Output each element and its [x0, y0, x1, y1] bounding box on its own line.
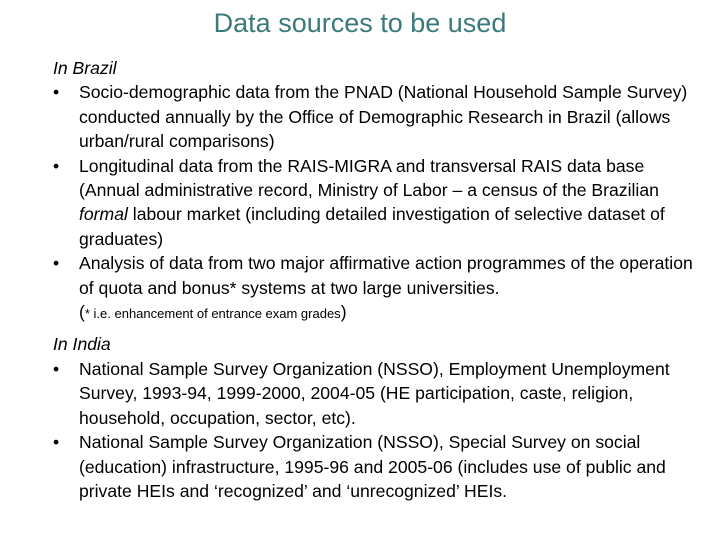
list-item	[53, 251, 703, 326]
list-item-text: Analysis of data from two major affirmative action programmes of the operation of quota and bonus* systems at two large universities.	[79, 253, 693, 298]
india-heading: In India	[53, 334, 111, 355]
list-item-text-cont: labour market (including detailed investigation of selective dataset of graduates)	[79, 204, 665, 249]
emphasis-text: formal	[79, 204, 128, 225]
note-close: )	[340, 302, 347, 323]
list-item	[53, 357, 703, 430]
bullet-icon: •	[53, 82, 60, 103]
india-list	[53, 357, 703, 503]
list-item	[53, 430, 703, 503]
bullet-icon: •	[53, 155, 60, 176]
note-open: (	[79, 302, 85, 323]
bullet-icon: •	[53, 253, 60, 274]
brazil-list	[53, 80, 703, 326]
list-item	[53, 154, 703, 252]
list-item-text: Longitudinal data from the RAIS-MIGRA and transversal RAIS data base (Annual administrative record, Ministry of Labor – a census of the Brazilian	[79, 155, 659, 201]
bullet-icon: •	[53, 432, 60, 453]
footnote-text: * i.e. enhancement of entrance exam grades	[84, 306, 341, 322]
brazil-heading: In Brazil	[53, 58, 117, 78]
slide-title: Data sources to be used	[213, 8, 507, 38]
list-item	[53, 80, 703, 153]
list-item-text: National Sample Survey Organization (NSSO), Special Survey on social (education) infrastructure, 1995-96 and 2005-06 (includes use of public and private HEIs and ‘recognized’ and ‘unrecognized’ HEIs.	[79, 432, 666, 501]
list-item-text: Socio-demographic data from the PNAD (National Household Sample Survey) conducted annually by the Office of Demographic Research in Brazil (allows urban/rural comparisons)	[79, 82, 688, 152]
bullet-icon: •	[53, 358, 60, 379]
list-item-text: National Sample Survey Organization (NSSO), Employment Unemployment Survey, 1993-94, 1999-2000, 2004-05 (HE participation, caste, religion, household, occupation, sector, etc).	[79, 358, 670, 428]
slide-body	[53, 56, 703, 503]
